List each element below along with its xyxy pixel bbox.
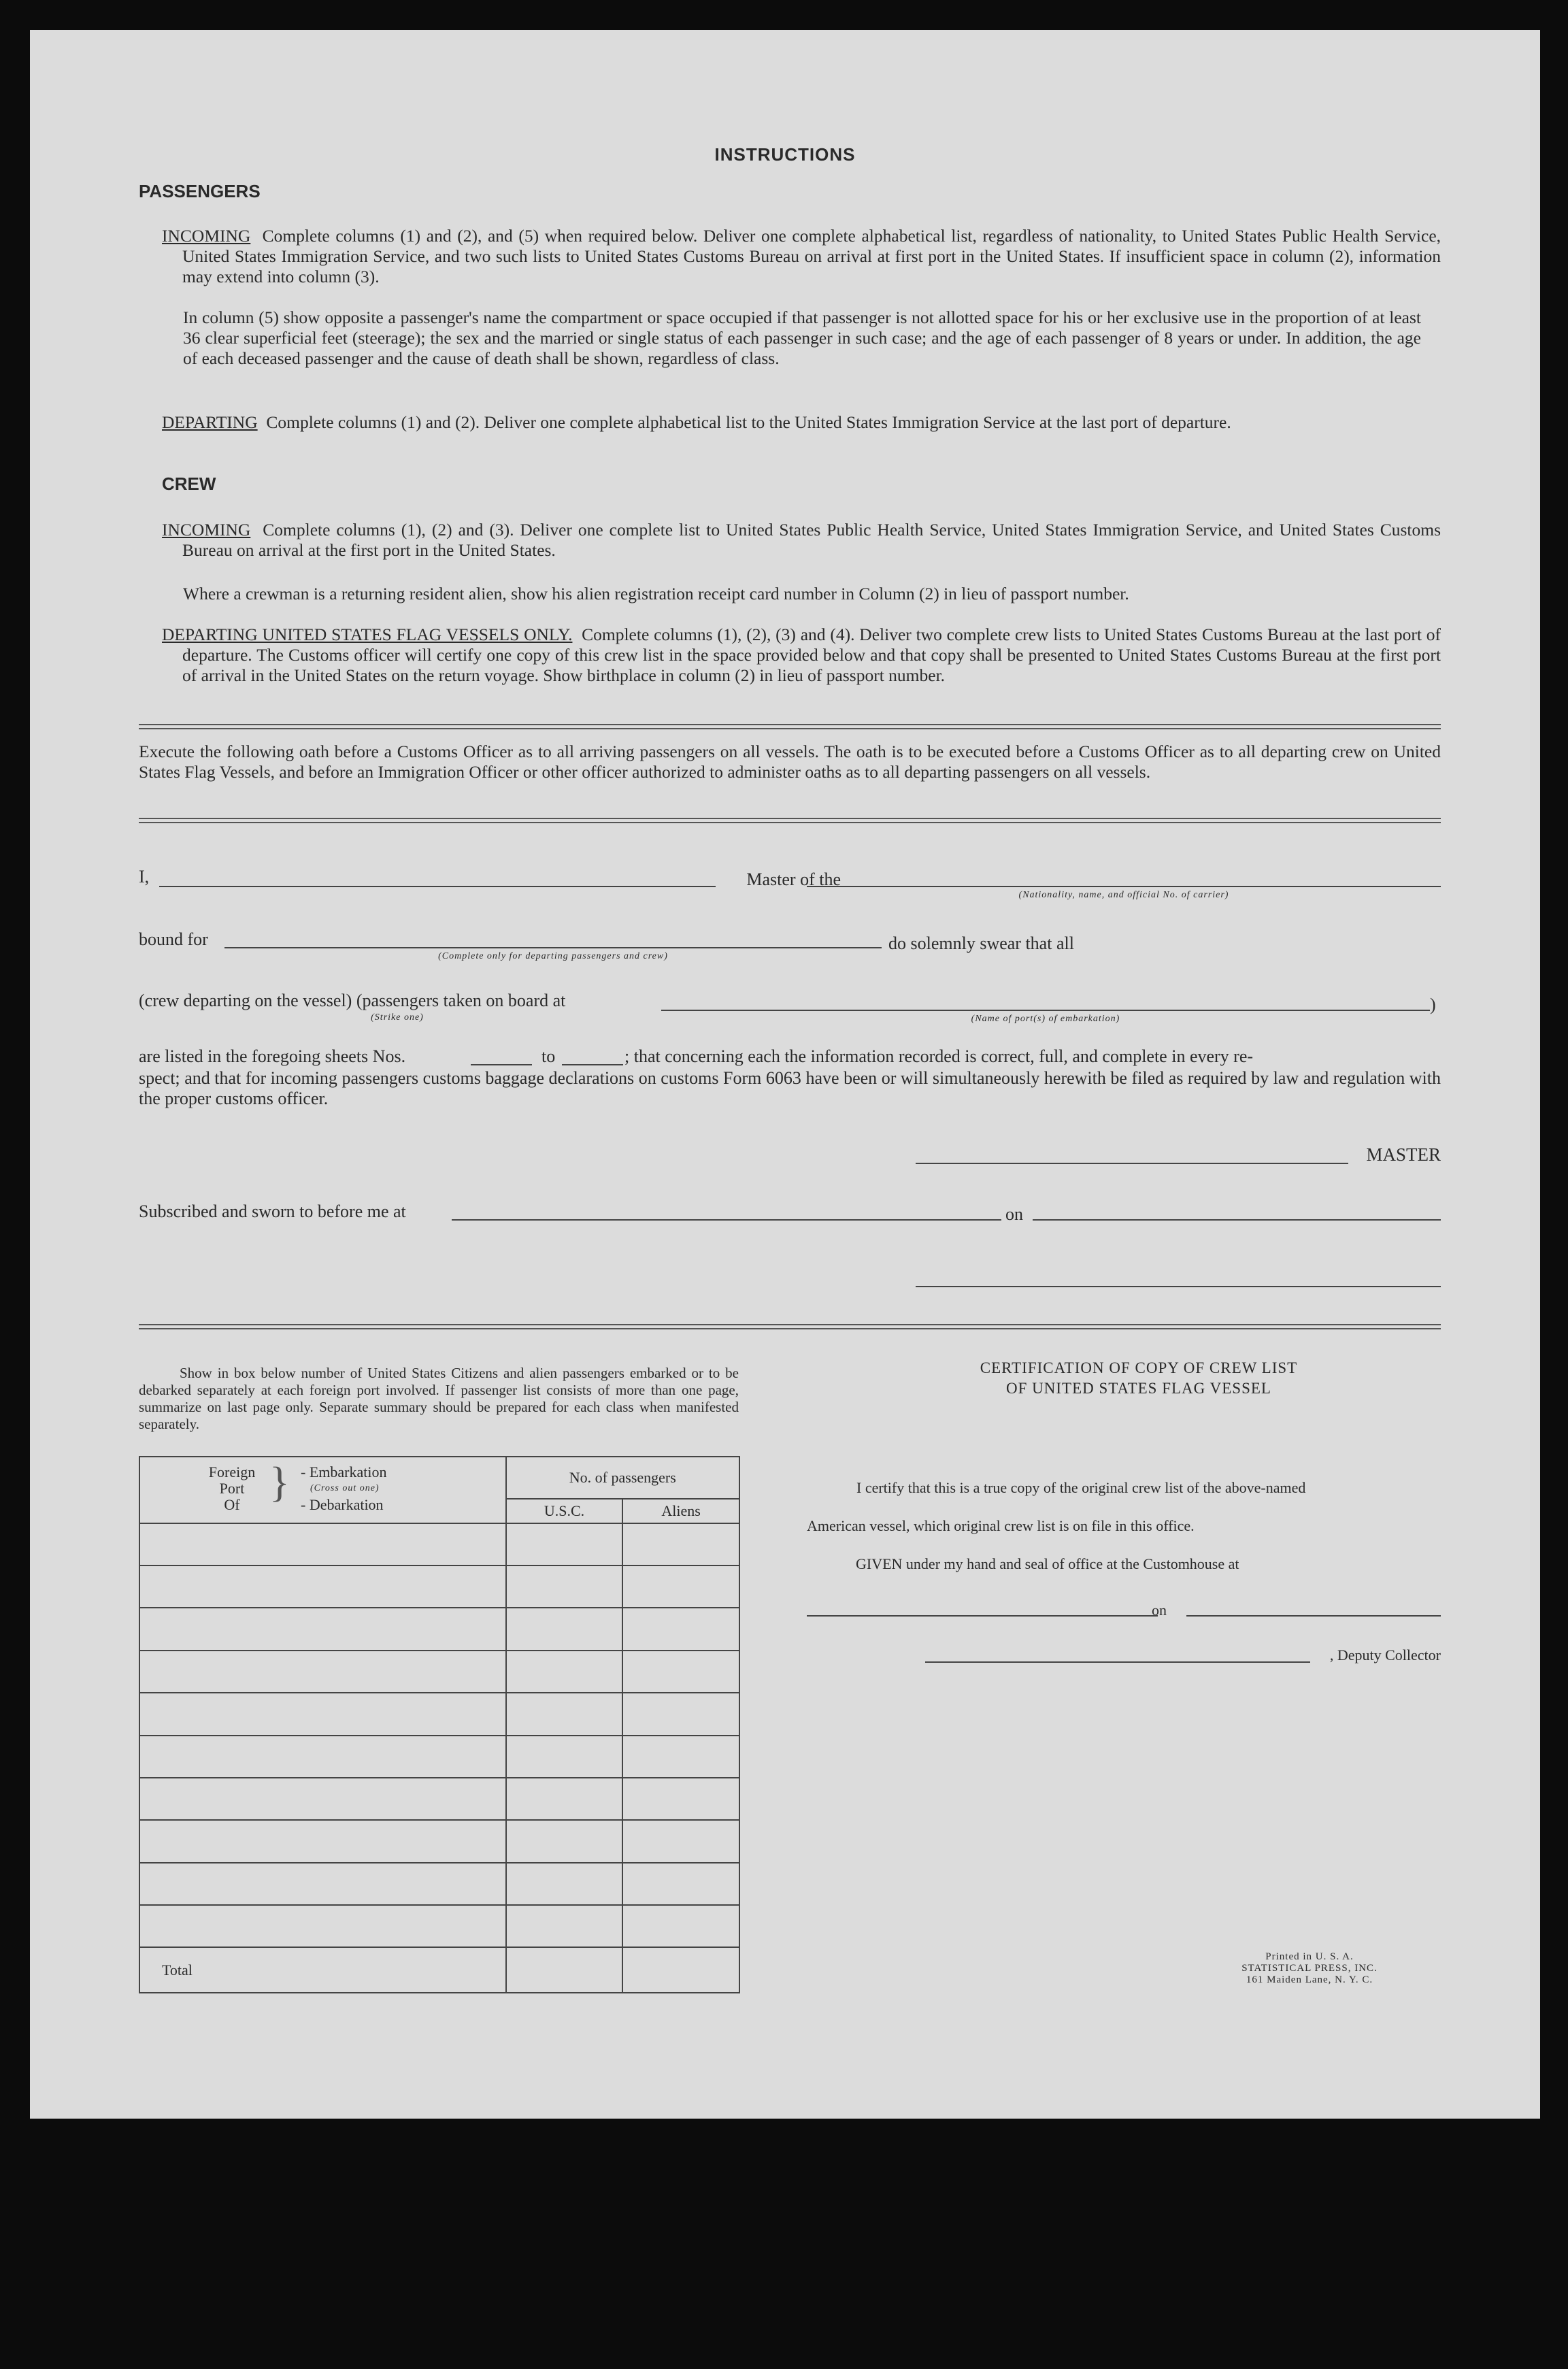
certification-title-2: OF UNITED STATES FLAG VESSEL xyxy=(1006,1380,1271,1397)
no-of-passengers-header: No. of passengers xyxy=(506,1457,739,1499)
total-usc-cell[interactable] xyxy=(506,1947,623,1993)
ports-caption: (Name of port(s) of embarkation) xyxy=(971,1014,1120,1024)
passengers-departing-text: Complete columns (1) and (2). Deliver one complete alphabetical list to the United States Immigration Service at the last port of departure. xyxy=(266,412,1231,432)
aliens-header: Aliens xyxy=(622,1499,739,1523)
table-row[interactable] xyxy=(139,1778,506,1820)
usc-cell[interactable] xyxy=(506,1905,623,1947)
customhouse-field[interactable] xyxy=(807,1615,1158,1617)
certification-on: on xyxy=(1152,1602,1167,1619)
brace-icon: } xyxy=(269,1459,290,1506)
usc-cell[interactable] xyxy=(506,1736,623,1778)
printer-imprint xyxy=(1156,1951,1463,1986)
crew-incoming-text: Complete columns (1), (2) and (3). Deliver one complete list to United States Public Health Service, United States Immigration Service, and United States Customs Bureau on arrival at the first port in the United States. xyxy=(182,520,1441,560)
embarkation-port-field[interactable] xyxy=(661,1010,1430,1011)
crew-departing-text: Complete columns (1), (2), (3) and (4). Deliver two complete crew lists to United States Customs Bureau at the last port of departure. The Customs officer will certify one copy of this crew list in the space provided below and that copy shall be presented to United States Customs Bureau at the first port of arrival in the United States on the return voyage. Show birthplace in column (2) in lieu of passport number. xyxy=(182,625,1441,685)
passengers-incoming xyxy=(162,226,1441,287)
page-title: INSTRUCTIONS xyxy=(714,144,856,165)
bound-for-field[interactable] xyxy=(224,947,882,948)
deputy-collector-label: , Deputy Collector xyxy=(1329,1646,1441,1663)
passengers-departing-label: DEPARTING xyxy=(162,412,258,432)
embarkation-option[interactable]: - Embarkation xyxy=(301,1463,387,1480)
divider xyxy=(139,724,1441,729)
strike-caption: (Strike one) xyxy=(371,1012,424,1023)
master-signature-field[interactable] xyxy=(916,1163,1348,1164)
table-row[interactable] xyxy=(139,1523,506,1565)
certification-date-field[interactable] xyxy=(1186,1615,1441,1617)
passengers-departing xyxy=(162,412,1441,433)
oath-i: I, xyxy=(139,867,150,887)
usc-cell[interactable] xyxy=(506,1863,623,1905)
aliens-cell[interactable] xyxy=(622,1905,739,1947)
swear-text: do solemnly swear that all xyxy=(888,933,1074,953)
table-row[interactable] xyxy=(139,1608,506,1650)
usc-cell[interactable] xyxy=(506,1565,623,1608)
certification-title-1: CERTIFICATION OF COPY OF CREW LIST xyxy=(980,1359,1298,1376)
crew-or-passengers: (crew departing on the vessel) (passengers taken on board at xyxy=(139,991,566,1010)
bound-for-caption: (Complete only for departing passengers and crew) xyxy=(438,951,668,961)
aliens-cell[interactable] xyxy=(622,1608,739,1650)
sheet-from-field[interactable] xyxy=(471,1064,532,1065)
table-row[interactable] xyxy=(139,1905,506,1947)
certify-line-1: I certify that this is a true copy of the original crew list of the above-named xyxy=(856,1479,1306,1496)
master-label: MASTER xyxy=(1366,1144,1441,1165)
aliens-cell[interactable] xyxy=(622,1778,739,1820)
aliens-cell[interactable] xyxy=(622,1651,739,1693)
printer-line-2: STATISTICAL PRESS, INC. xyxy=(1241,1963,1378,1974)
divider xyxy=(139,818,1441,823)
aliens-cell[interactable] xyxy=(622,1863,739,1905)
port-label: Port xyxy=(219,1480,245,1497)
usc-cell[interactable] xyxy=(506,1693,623,1735)
crew-incoming-label: INCOMING xyxy=(162,520,251,540)
of-label: Of xyxy=(224,1496,240,1513)
cross-out-caption: (Cross out one) xyxy=(310,1483,380,1493)
usc-cell[interactable] xyxy=(506,1608,623,1650)
divider xyxy=(139,1324,1441,1329)
document-page xyxy=(30,30,1540,2119)
passenger-summary-table xyxy=(139,1456,740,1993)
crew-heading: CREW xyxy=(162,474,216,494)
usc-cell[interactable] xyxy=(506,1820,623,1862)
listed-text-c: spect; and that for incoming passengers customs baggage declarations on customs Form 6063 have been or will simultaneously herewith be filed as required by law and regulation with the proper customs officer. xyxy=(139,1068,1441,1108)
sheet-to-field[interactable] xyxy=(562,1064,623,1065)
foreign-label: Foreign xyxy=(208,1463,256,1480)
table-row[interactable] xyxy=(139,1565,506,1608)
certification-title xyxy=(839,1358,1438,1399)
aliens-cell[interactable] xyxy=(622,1523,739,1565)
usc-cell[interactable] xyxy=(506,1523,623,1565)
aliens-cell[interactable] xyxy=(622,1565,739,1608)
summary-instructions: Show in box below number of United States Citizens and alien passengers embarked or to be debarked separately at each foreign port involved. If passenger list consists of more than one page, summarize on last page only. Separate summary should be prepared for each class when manifested separately. xyxy=(139,1365,739,1432)
officer-signature-field[interactable] xyxy=(916,1286,1441,1287)
bound-for: bound for xyxy=(139,929,208,949)
foreign-port-header xyxy=(139,1457,506,1523)
deputy-signature-field[interactable] xyxy=(925,1661,1310,1663)
usc-header: U.S.C. xyxy=(506,1499,623,1523)
certify-line-2: American vessel, which original crew list is on file in this office. xyxy=(807,1517,1195,1534)
total-aliens-cell[interactable] xyxy=(622,1947,739,1993)
passengers-heading: PASSENGERS xyxy=(139,181,261,201)
printer-line-3: 161 Maiden Lane, N. Y. C. xyxy=(1246,1974,1373,1985)
crew-incoming xyxy=(162,520,1441,561)
aliens-cell[interactable] xyxy=(622,1736,739,1778)
aliens-cell[interactable] xyxy=(622,1820,739,1862)
table-row[interactable] xyxy=(139,1820,506,1862)
table-row[interactable] xyxy=(139,1736,506,1778)
table-row[interactable] xyxy=(139,1651,506,1693)
sworn-date-field[interactable] xyxy=(1033,1219,1441,1221)
usc-cell[interactable] xyxy=(506,1778,623,1820)
oath-intro: Execute the following oath before a Customs Officer as to all arriving passengers on all vessels. The oath is to be executed before a Customs Officer as to all departing crew on United States Flag Vessels, and before an Immigration Officer or other officer authorized to administer oaths as to all departing passengers on all vessels. xyxy=(139,742,1441,782)
crew-resident-alien: Where a crewman is a returning resident alien, show his alien registration receipt card number in Column (2) in lieu of passport number. xyxy=(183,584,1129,603)
usc-cell[interactable] xyxy=(506,1651,623,1693)
table-row[interactable] xyxy=(139,1693,506,1735)
table-row[interactable] xyxy=(139,1863,506,1905)
sworn-place-field[interactable] xyxy=(452,1219,1001,1221)
crew-departing xyxy=(162,625,1441,686)
subscribed-text: Subscribed and sworn to before me at xyxy=(139,1202,406,1221)
master-name-field[interactable] xyxy=(159,886,716,887)
sworn-on: on xyxy=(1005,1204,1023,1224)
listed-to: to xyxy=(541,1046,556,1066)
passengers-incoming-text: Complete columns (1) and (2), and (5) when required below. Deliver one complete alphabetical list, regardless of nationality, to United States Public Health Service, United States Immigration Service, and two such lists to United States Customs Bureau on arrival at first port in the United States. If insufficient space in column (2), information may extend into column (3). xyxy=(182,226,1441,286)
column5-instructions: In column (5) show opposite a passenger's name the compartment or space occupied if that passenger is not allotted space for his or her exclusive use in the proportion of at least 36 clear superficial feet (steerage); the sex and the married or single status of each passenger in such case; and the age of each passenger of 8 years or under. In addition, the age of each deceased passenger and the cause of death shall be shown, regardless of class. xyxy=(183,308,1421,368)
total-label: Total xyxy=(139,1947,506,1993)
listed-sheets: are listed in the foregoing sheets Nos. xyxy=(139,1046,406,1066)
debarkation-option[interactable]: - Debarkation xyxy=(301,1496,384,1513)
given-text: GIVEN under my hand and seal of office at the Customhouse at xyxy=(856,1555,1239,1572)
printer-line-1: Printed in U. S. A. xyxy=(1265,1951,1354,1962)
listed-text-b: ; that concerning each the information recorded is correct, full, and complete in every re- xyxy=(624,1046,1254,1066)
passengers-incoming-label: INCOMING xyxy=(162,226,251,246)
carrier-caption: (Nationality, name, and official No. of carrier) xyxy=(1018,890,1229,900)
aliens-cell[interactable] xyxy=(622,1693,739,1735)
master-of-the: Master of the xyxy=(746,869,841,889)
carrier-field[interactable] xyxy=(807,886,1441,887)
close-paren: ) xyxy=(1430,995,1436,1014)
crew-departing-label: DEPARTING UNITED STATES FLAG VESSELS ONLY. xyxy=(162,625,573,644)
